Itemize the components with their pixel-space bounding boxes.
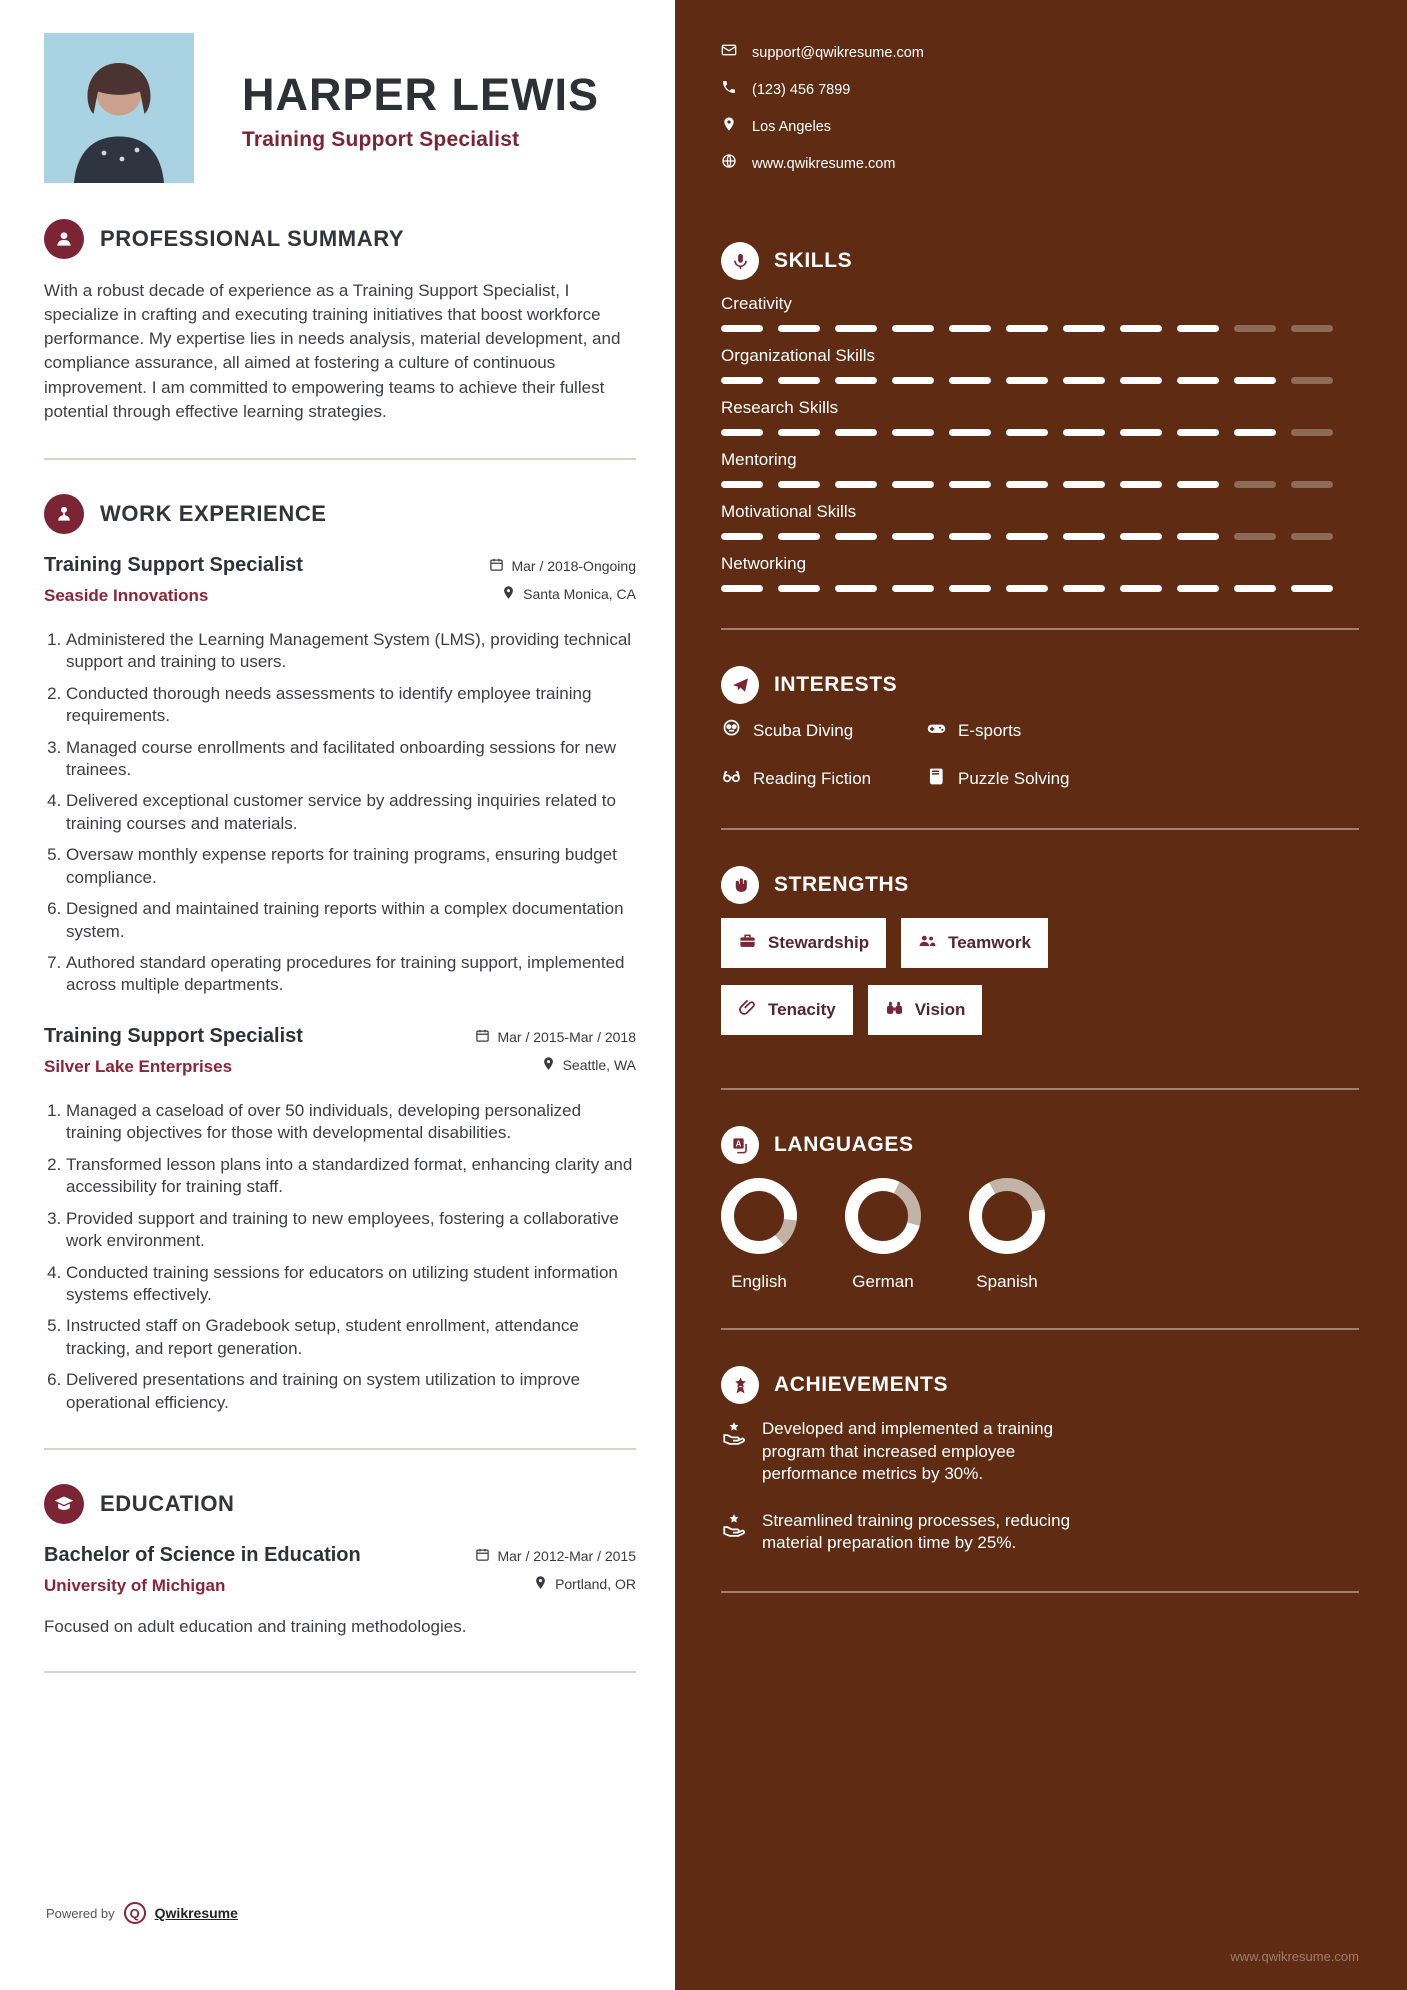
- experience-heading: WORK EXPERIENCE: [100, 500, 327, 526]
- achievement-text: Streamlined training processes, reducing material preparation time by 25%.: [762, 1510, 1071, 1553]
- summary-heading: PROFESSIONAL SUMMARY: [100, 226, 405, 251]
- identity-block: [44, 33, 636, 183]
- job-bullet: 6. Delivered presentations and training on system utilization to improve operational efficiency.: [66, 1369, 636, 1414]
- skill-name: Motivational Skills: [721, 502, 857, 521]
- job-title: Training Support Specialist: [44, 553, 303, 576]
- interest-label: Puzzle Solving: [958, 769, 1070, 788]
- sidebar-divider: [721, 1088, 1359, 1090]
- team-icon: [918, 931, 937, 955]
- microphone-icon: [721, 242, 759, 280]
- job-bullet: 5. Instructed staff on Gradebook setup, student enrollment, attendance tracking, and report generation.: [66, 1315, 636, 1360]
- interest-item: [721, 718, 926, 744]
- language-donut-chart: [969, 1178, 1045, 1254]
- job-bullet: 2. Conducted thorough needs assessments to identify employee training requirements.: [66, 683, 636, 728]
- interest-label: Reading Fiction: [753, 769, 872, 788]
- contact-row: [721, 116, 1359, 137]
- language-name: English: [731, 1272, 787, 1291]
- school-name: University of Michigan: [44, 1576, 226, 1596]
- strength-chip: [868, 985, 983, 1035]
- languages-list: [721, 1178, 1359, 1292]
- award-hand-icon: [721, 1510, 747, 1543]
- sidebar-divider: [721, 628, 1359, 630]
- education-heading: EDUCATION: [100, 1491, 235, 1517]
- section-divider: [44, 458, 636, 460]
- location-icon: [721, 116, 737, 137]
- job-bullet: 2. Transformed lesson plans into a standardized format, enhancing clarity and accessibility for training staff.: [66, 1154, 636, 1199]
- job-bullet-list: [44, 1100, 636, 1414]
- paperclip-icon: [738, 998, 757, 1022]
- skill-name: Mentoring: [721, 450, 797, 469]
- section-divider: [44, 1448, 636, 1450]
- job-dates: Mar / 2018-Ongoing: [511, 557, 636, 574]
- location-pin-icon: [541, 1056, 556, 1074]
- job-bullet-list: [44, 629, 636, 997]
- skill-item: [721, 398, 1359, 436]
- contact-block: [721, 42, 1359, 174]
- email-icon: [721, 42, 737, 63]
- skills-section-header: [721, 242, 1359, 280]
- reading-glasses-icon: [721, 766, 742, 792]
- job-bullet: 4. Conducted training sessions for educators on utilizing student information systems effectively.: [66, 1262, 636, 1307]
- interests-section-header: [721, 666, 1359, 704]
- puzzle-book-icon: [926, 766, 947, 792]
- svg-text:A: A: [735, 1138, 741, 1148]
- contact-row: [721, 42, 1359, 63]
- job-entry: [44, 1025, 636, 1414]
- skills-heading: SKILLS: [774, 249, 853, 272]
- skill-bar: [721, 533, 1359, 540]
- language-item: [721, 1178, 797, 1292]
- location-pin-icon: [501, 585, 516, 603]
- summary-section-header: [44, 219, 636, 259]
- location-pin-icon: [533, 1575, 548, 1593]
- skill-bar: [721, 429, 1359, 436]
- profile-photo: [44, 33, 194, 183]
- education-location: Portland, OR: [555, 1576, 636, 1593]
- briefcase-icon: [738, 931, 757, 955]
- job-bullet: 3. Managed course enrollments and facilitated onboarding sessions for new trainees.: [66, 737, 636, 782]
- sidebar-divider: [721, 1328, 1359, 1330]
- strength-label: Stewardship: [768, 933, 870, 952]
- achievement-item: [721, 1510, 1359, 1555]
- graduation-cap-icon: [44, 1484, 84, 1524]
- name-block: [194, 33, 599, 152]
- experience-section-header: [44, 494, 636, 534]
- language-donut-chart: [721, 1178, 797, 1254]
- skill-item: [721, 450, 1359, 488]
- education-entry: [44, 1544, 636, 1637]
- binoculars-icon: [885, 998, 904, 1022]
- calendar-icon: [475, 1547, 490, 1565]
- languages-heading: LANGUAGES: [774, 1133, 914, 1156]
- achievements-section-header: [721, 1366, 1359, 1404]
- language-name: Spanish: [976, 1272, 1038, 1291]
- worker-icon: [44, 494, 84, 534]
- calendar-icon: [489, 557, 504, 575]
- job-bullet: 4. Delivered exceptional customer service by addressing inquiries related to training courses and materials.: [66, 790, 636, 835]
- strengths-section-header: [721, 866, 1359, 904]
- interest-label: Scuba Diving: [753, 721, 854, 740]
- translate-icon: [721, 1126, 759, 1164]
- powered-by-footer: [46, 1902, 238, 1924]
- qwikresume-logo: Q: [124, 1902, 146, 1924]
- globe-icon: [721, 153, 737, 174]
- contact-phone: (123) 456 7899: [752, 81, 851, 98]
- skill-bar: [721, 481, 1359, 488]
- skill-bar: [721, 585, 1359, 592]
- job-bullet: 1. Administered the Learning Management System (LMS), providing technical support and training to users.: [66, 629, 636, 674]
- language-item: [845, 1178, 921, 1292]
- skill-name: Creativity: [721, 294, 792, 313]
- scuba-mask-icon: [721, 718, 742, 744]
- achievements-list: [721, 1418, 1359, 1555]
- paper-plane-icon: [721, 666, 759, 704]
- education-dates: Mar / 2012-Mar / 2015: [497, 1548, 636, 1565]
- job-bullet: 7. Authored standard operating procedures for training support, implemented across multiple departments.: [66, 952, 636, 997]
- main-column: [0, 0, 675, 1990]
- achievement-item: [721, 1418, 1359, 1486]
- strengths-heading: STRENGTHS: [774, 873, 909, 896]
- interest-item: [721, 766, 926, 792]
- summary-text: With a robust decade of experience as a Training Support Specialist, I specialize in crafting and executing training initiatives that boost workforce performance. My expertise lies in needs analysis, material development, and compliance assurance, all aimed at fostering a culture of continuous improvement. I am committed to empowering teams to achieve their fullest potential through effective learning strategies.: [44, 281, 621, 421]
- job-location: Seattle, WA: [562, 1056, 636, 1073]
- achievement-text: Developed and implemented a training program that increased employee performance metrics by 30%.: [762, 1419, 1054, 1484]
- qwikresume-link[interactable]: Qwikresume: [154, 1905, 238, 1921]
- language-item: [969, 1178, 1045, 1292]
- job-entry: [44, 554, 636, 997]
- job-bullet: 1. Managed a caseload of over 50 individuals, developing personalized training objectives for those with developmental disabilities.: [66, 1100, 636, 1145]
- skill-name: Research Skills: [721, 398, 839, 417]
- strength-chip: [901, 918, 1048, 968]
- strength-label: Vision: [914, 1000, 966, 1019]
- interest-item: [926, 718, 1156, 744]
- skill-name: Networking: [721, 554, 807, 573]
- education-description: Focused on adult education and training methodologies.: [44, 1617, 467, 1637]
- profile-photo-illustration: [44, 33, 194, 183]
- skill-bar: [721, 377, 1359, 384]
- interest-item: [926, 766, 1156, 792]
- languages-section-header: [721, 1126, 1359, 1164]
- strength-label: Tenacity: [768, 1000, 836, 1019]
- watermark: www.qwikresume.com: [1230, 1949, 1359, 1964]
- interests-list: [721, 718, 1359, 792]
- fist-icon: [721, 866, 759, 904]
- candidate-title: Training Support Specialist: [242, 128, 520, 152]
- candidate-name: HARPER LEWIS: [242, 69, 600, 120]
- job-location: Santa Monica, CA: [523, 585, 636, 602]
- job-dates: Mar / 2015-Mar / 2018: [497, 1028, 636, 1045]
- language-donut-chart: [845, 1178, 921, 1254]
- strength-label: Teamwork: [948, 933, 1031, 952]
- contact-row: [721, 79, 1359, 100]
- job-company: Seaside Innovations: [44, 585, 209, 605]
- award-hand-icon: [721, 1418, 747, 1451]
- sidebar: [675, 0, 1407, 1990]
- person-icon: [44, 219, 84, 259]
- skill-item: [721, 502, 1359, 540]
- skill-item: [721, 554, 1359, 592]
- strength-chip: [721, 918, 886, 968]
- contact-row: [721, 153, 1359, 174]
- achievements-heading: ACHIEVEMENTS: [774, 1373, 949, 1396]
- medal-star-icon: [721, 1366, 759, 1404]
- job-bullet: 3. Provided support and training to new employees, fostering a collaborative work environment.: [66, 1208, 636, 1253]
- section-divider: [44, 1671, 636, 1673]
- contact-email: support@qwikresume.com: [752, 44, 924, 61]
- calendar-icon: [475, 1028, 490, 1046]
- skill-bar: [721, 325, 1359, 332]
- powered-by-label: Powered by: [46, 1905, 115, 1921]
- job-title: Training Support Specialist: [44, 1024, 303, 1047]
- interest-label: E-sports: [958, 721, 1022, 740]
- gamepad-icon: [926, 718, 947, 744]
- job-bullet: 6. Designed and maintained training reports within a complex documentation system.: [66, 898, 636, 943]
- sidebar-divider: [721, 1591, 1359, 1593]
- skill-name: Organizational Skills: [721, 346, 876, 365]
- skills-list: [721, 294, 1359, 592]
- education-section-header: [44, 1484, 636, 1524]
- strengths-list: [721, 918, 1141, 1052]
- job-bullet: 5. Oversaw monthly expense reports for training programs, ensuring budget compliance.: [66, 844, 636, 889]
- job-company: Silver Lake Enterprises: [44, 1056, 233, 1076]
- skill-item: [721, 294, 1359, 332]
- contact-location: Los Angeles: [752, 118, 832, 135]
- contact-website: www.qwikresume.com: [752, 155, 896, 172]
- language-name: German: [852, 1272, 914, 1291]
- sidebar-divider: [721, 828, 1359, 830]
- interests-heading: INTERESTS: [774, 673, 898, 696]
- skill-item: [721, 346, 1359, 384]
- strength-chip: [721, 985, 853, 1035]
- degree-title: Bachelor of Science in Education: [44, 1544, 361, 1567]
- phone-icon: [721, 79, 737, 100]
